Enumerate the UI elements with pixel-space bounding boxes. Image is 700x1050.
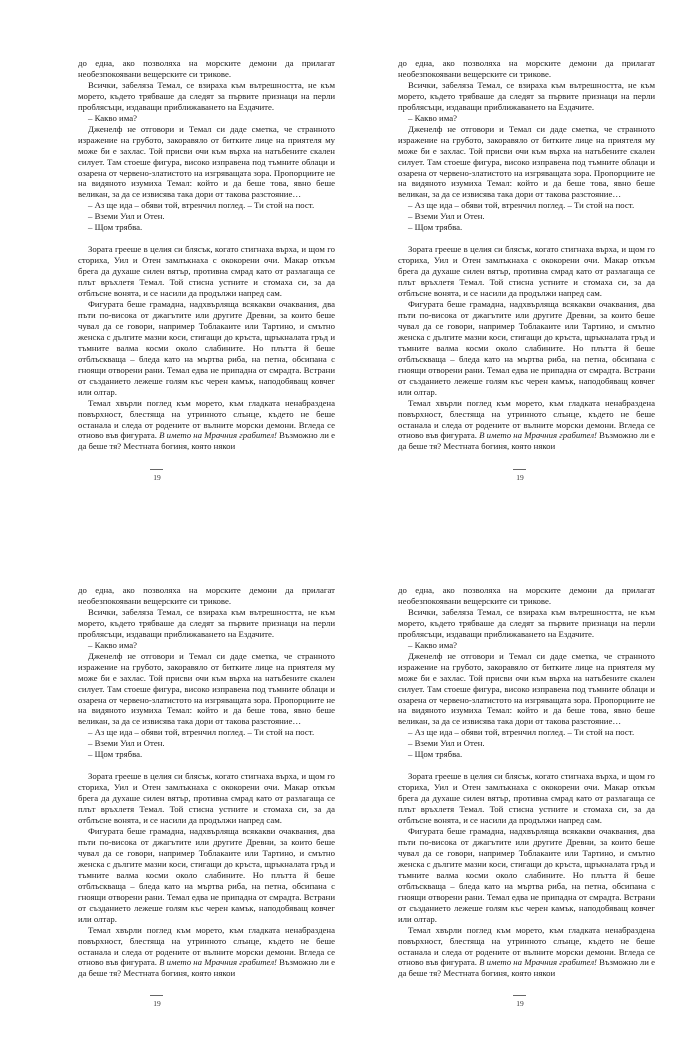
paragraph: – Какво има? — [88, 639, 137, 650]
paragraph: Зората грееше в целия си блясък, когато стигнаха върха, и щом го сториха, Уил и Отен замлъкнаха с ококорени очи. Макар откъм брега да духаше силен вятър, противна смрад като от разлагаща се плът връхлетя Темал. Той стисна устните и стомаха си, за да отблъсне вонята, и се насили да продължи напред сам. — [398, 244, 655, 299]
italic-phrase: В името на Мрачния грабител! — [479, 957, 597, 968]
paragraph: – Какво има? — [88, 112, 137, 123]
paragraph: до една, ако позволяха на морските демони да прилагат необезпокоявани вещерските си трикове. — [398, 58, 655, 79]
paragraph-last — [398, 925, 655, 980]
book-page-bottom-left — [78, 585, 335, 979]
paragraph-text: Темал хвърли поглед към морето, към гладката ненабраздена повърхност, блестяща на утринното слънце, където не беше останала и следа от родените от вълните морски демони. Вгледа се отново във фигурата. — [398, 397, 655, 441]
closing-text: Възможно ли е да беше тя? Местната богиня, която някои — [78, 430, 335, 452]
paragraph: – Какво има? — [408, 639, 457, 650]
paragraph: до една, ако позволяха на морските демони да прилагат необезпокоявани вещерските си трикове. — [398, 585, 655, 606]
paragraph: Дженелф не отговори и Темал си даде сметка, че странното изражение на грубото, закоравяло от битките лице на приятеля му може би е захлас. Той присви очи към върха на натъбените скален силует. Там стоеше фигура, високо изправена под тъмните облаци и озарена от червено-златистото на изгряващата зора. Пропорциите не на видяното изумиха Темал: който и да беше това, явно беше великан, за да се извисява така дори от такова разстояние… — [398, 650, 655, 727]
paragraph: – Щом трябва. — [408, 222, 463, 233]
paragraph: Дженелф не отговори и Темал си даде сметка, че странното изражение на грубото, закоравяло от битките лице на приятеля му може би е захлас. Той присви очи към върха на натъбените скален силует. Там стоеше фигура, високо изправена под тъмните облаци и озарена от червено-златистото на изгряващата зора. Пропорциите не на видяното изумиха Темал: който и да беше това, явно беше великан, за да се извисява така дори от такова разстояние… — [78, 650, 335, 727]
paragraph: – Вземи Уил и Отен. — [408, 738, 485, 749]
paragraph: Всички, забеляза Темал, се взираха към вътрешността, не към морето, където трябваше да следят за първите признаци на перли проблясъци, издаващи приближаването на Ездачите. — [78, 606, 335, 639]
paragraph: – Щом трябва. — [88, 222, 143, 233]
paragraph: – Щом трябва. — [408, 749, 463, 760]
paragraph: до една, ако позволяха на морските демони да прилагат необезпокоявани вещерските си трикове. — [78, 58, 335, 79]
paragraph: Зората грееше в целия си блясък, когато стигнаха върха, и щом го сториха, Уил и Отен замлъкнаха с ококорени очи. Макар откъм брега да духаше силен вятър, противна смрад като от разлагаща се плът връхлетя Темал. Той стисна устните и стомаха си, за да отблъсне вонята, и се насили да продължи напред сам. — [398, 771, 655, 826]
paragraph: Всички, забеляза Темал, се взираха към вътрешността, не към морето, където трябваше да следят за първите признаци на перли проблясъци, издаващи приближаването на Ездачите. — [398, 606, 655, 639]
paragraph-text: Темал хвърли поглед към морето, към гладката ненабраздена повърхност, блестяща на утринното слънце, където не беше останала и следа от родените от вълните морски демони. Вгледа се отново във фигурата. — [78, 397, 335, 441]
closing-text: Възможно ли е да беше тя? Местната богиня, която някои — [398, 957, 655, 979]
paragraph-last — [78, 398, 335, 453]
paragraph: до една, ако позволяха на морските демони да прилагат необезпокоявани вещерските си трикове. — [78, 585, 335, 606]
italic-phrase: В името на Мрачния грабител! — [159, 957, 277, 968]
paragraph-text: Темал хвърли поглед към морето, към гладката ненабраздена повърхност, блестяща на утринното слънце, където не беше останала и следа от родените от вълните морски демони. Вгледа се отново във фигурата. — [398, 924, 655, 968]
paragraph: – Аз ще ида – обяви той, втренчил поглед. – Ти стой на пост. — [408, 727, 635, 738]
paragraph: Зората грееше в целия си блясък, когато стигнаха върха, и щом го сториха, Уил и Отен замлъкнаха с ококорени очи. Макар откъм брега да духаше силен вятър, противна смрад като от разлагаща се плът връхлетя Темал. Той стисна устните и стомаха си, за да отблъсне вонята, и се насили да продължи напред сам. — [78, 771, 335, 826]
paragraph: – Аз ще ида – обяви той, втренчил поглед. – Ти стой на пост. — [408, 200, 635, 211]
paragraph: Фигурата беше грамадна, надхвърляща всякакви очаквания, два пъти по-висока от джагътите или другите Древни, за които беше чувал да се говори, например Тоблакаите или Тартино, и смътно женска с дългите мазни коси, стигащи до кръста, щръкналата гръд и тъмните валма косми около слабините. Но плътта й беше отблъскваща – бледа като на мъртва риба, на петна, обсипана с гноящи отворени рани. Темал едва не припадна от смрадта. Встрани от създанието лежеше голям къс черен камък, наподобяващ ковчег или олтар. — [398, 299, 655, 397]
paragraph: Фигурата беше грамадна, надхвърляща всякакви очаквания, два пъти по-висока от джагътите или другите Древни, за които беше чувал да се говори, например Тоблакаите или Тартино, и смътно женска с дългите мазни коси, стигащи до кръста, щръкналата гръд и тъмните валма косми около слабините. Но плътта й беше отблъскваща – бледа като на мъртва риба, на петна, обсипана с гноящи отворени рани. Темал едва не припадна от смрадта. Встрани от създанието лежеше голям къс черен камък, наподобяващ ковчег или олтар. — [78, 299, 335, 397]
paragraph: Всички, забеляза Темал, се взираха към вътрешността, не към морето, където трябваше да следят за първите признаци на перли проблясъци, издаващи приближаването на Ездачите. — [78, 79, 335, 112]
paragraph: – Вземи Уил и Отен. — [88, 738, 165, 749]
paragraph-last — [398, 398, 655, 453]
closing-text: Възможно ли е да беше тя? Местната богиня, която някои — [398, 430, 655, 452]
book-page-bottom-right — [398, 585, 655, 979]
paragraph: Всички, забеляза Темал, се взираха към вътрешността, не към морето, където трябваше да следят за първите признаци на перли проблясъци, издаващи приближаването на Ездачите. — [398, 79, 655, 112]
paragraph: Дженелф не отговори и Темал си даде сметка, че странното изражение на грубото, закоравяло от битките лице на приятеля му може би е захлас. Той присви очи към върха на натъбените скален силует. Там стоеше фигура, високо изправена под тъмните облаци и озарена от червено-златистото на изгряващата зора. Пропорциите не на видяното изумиха Темал: който и да беше това, явно беше великан, за да се извисява така дори от такова разстояние… — [398, 123, 655, 200]
page-number-rule — [150, 995, 163, 996]
paragraph: Фигурата беше грамадна, надхвърляща всякакви очаквания, два пъти по-висока от джагътите или другите Древни, за които беше чувал да се говори, например Тоблакаите или Тартино, и смътно женска с дългите мазни коси, стигащи до кръста, щръкналата гръд и тъмните валма косми около слабините. Но плътта й беше отблъскваща – бледа като на мъртва риба, на петна, обсипана с гноящи отворени рани. Темал едва не припадна от смрадта. Встрани от създанието лежеше голям къс черен камък, наподобяващ ковчег или олтар. — [398, 826, 655, 924]
book-page-top-right — [398, 58, 655, 452]
italic-phrase: В името на Мрачния грабител! — [479, 430, 597, 441]
paragraph-text: Темал хвърли поглед към морето, към гладката ненабраздена повърхност, блестяща на утринното слънце, където не беше останала и следа от родените от вълните морски демони. Вгледа се отново във фигурата. — [78, 924, 335, 968]
page-number-rule — [513, 469, 526, 470]
page-number-rule — [513, 995, 526, 996]
paragraph: – Вземи Уил и Отен. — [408, 211, 485, 222]
paragraph: – Щом трябва. — [88, 749, 143, 760]
page-number: 19 — [153, 999, 161, 1008]
paragraph-last — [78, 925, 335, 980]
page-number: 19 — [516, 999, 524, 1008]
paragraph: – Вземи Уил и Отен. — [88, 211, 165, 222]
paragraph: – Аз ще ида – обяви той, втренчил поглед. – Ти стой на пост. — [88, 200, 315, 211]
paragraph: Фигурата беше грамадна, надхвърляща всякакви очаквания, два пъти по-висока от джагътите или другите Древни, за които беше чувал да се говори, например Тоблакаите или Тартино, и смътно женска с дългите мазни коси, стигащи до кръста, щръкналата гръд и тъмните валма косми около слабините. Но плътта й беше отблъскваща – бледа като на мъртва риба, на петна, обсипана с гноящи отворени рани. Темал едва не припадна от смрадта. Встрани от създанието лежеше голям къс черен камък, наподобяващ ковчег или олтар. — [78, 826, 335, 924]
paragraph: – Какво има? — [408, 112, 457, 123]
page-number-rule — [150, 469, 163, 470]
paragraph: Зората грееше в целия си блясък, когато стигнаха върха, и щом го сториха, Уил и Отен замлъкнаха с ококорени очи. Макар откъм брега да духаше силен вятър, противна смрад като от разлагаща се плът връхлетя Темал. Той стисна устните и стомаха си, за да отблъсне вонята, и се насили да продължи напред сам. — [78, 244, 335, 299]
paragraph: Дженелф не отговори и Темал си даде сметка, че странното изражение на грубото, закоравяло от битките лице на приятеля му може би е захлас. Той присви очи към върха на натъбените скален силует. Там стоеше фигура, високо изправена под тъмните облаци и озарена от червено-златистото на изгряващата зора. Пропорциите не на видяното изумиха Темал: който и да беше това, явно беше великан, за да се извисява така дори от такова разстояние… — [78, 123, 335, 200]
closing-text: Възможно ли е да беше тя? Местната богиня, която някои — [78, 957, 335, 979]
book-page-top-left — [78, 58, 335, 452]
page-number: 19 — [516, 473, 524, 482]
page-number: 19 — [153, 473, 161, 482]
paragraph: – Аз ще ида – обяви той, втренчил поглед. – Ти стой на пост. — [88, 727, 315, 738]
italic-phrase: В името на Мрачния грабител! — [159, 430, 277, 441]
